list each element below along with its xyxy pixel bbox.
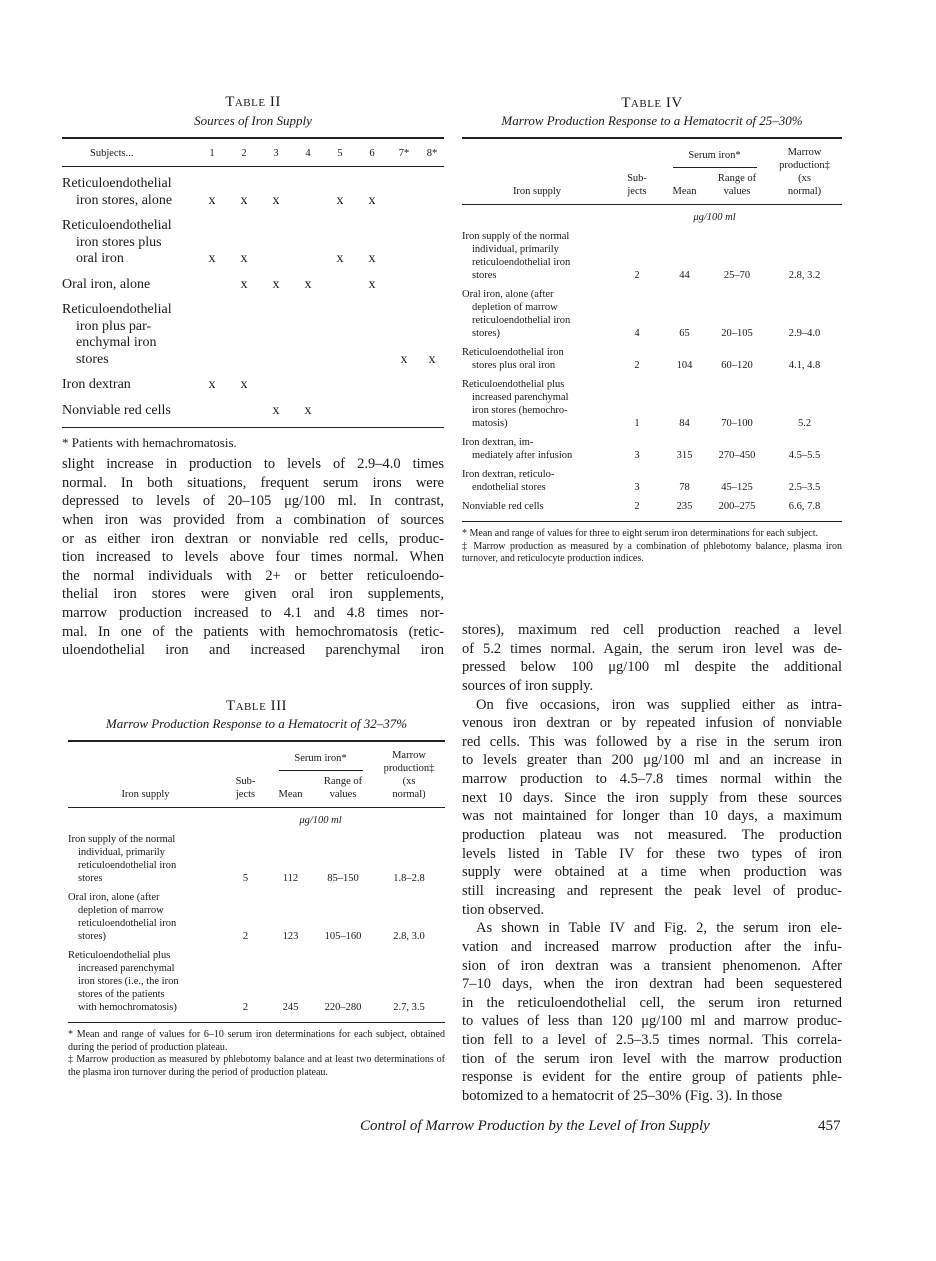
mark-cell xyxy=(388,394,420,428)
label-line: Reticuloendothelial xyxy=(62,218,172,233)
mark-cell xyxy=(292,293,324,368)
table-row xyxy=(462,430,842,462)
header-range xyxy=(313,771,373,808)
row-label xyxy=(462,224,612,282)
header-subjects xyxy=(223,741,268,808)
cell-mean: 78 xyxy=(679,482,690,493)
cell-subjects: 3 xyxy=(634,450,640,461)
cell-mean: 44 xyxy=(679,270,690,281)
row-label xyxy=(462,494,612,522)
header-row xyxy=(462,138,842,168)
header-marrow-line: production‡ xyxy=(383,763,435,774)
units-label: μg/100 ml xyxy=(299,815,342,826)
subject-number: 6 xyxy=(369,148,375,159)
header-marrow-line: normal) xyxy=(787,186,822,197)
text-line: sion of iron dextran was a transient phenomenon. After xyxy=(462,957,842,974)
label-line: Iron supply of the normal xyxy=(462,231,570,242)
footnote: ‡ Marrow production as measured by phlebotomy balance and at least two determinations of the plasma iron turnover during the period of production plateau. xyxy=(68,1054,445,1078)
text-line: production plateau was not measured. The production xyxy=(462,827,842,844)
row-label xyxy=(68,885,223,943)
mark-cell xyxy=(260,209,292,268)
text-line: marrow production to 4.5–7.8 times normal within the xyxy=(462,771,842,788)
text-line: botomized to a hematocrit of 25–30% (Fig. 3). In those xyxy=(462,1088,783,1105)
label-line: endothelial stores xyxy=(472,482,546,493)
label-line: stores xyxy=(78,873,103,884)
label-line: stores) xyxy=(78,931,106,942)
label-line: Nonviable red cells xyxy=(62,402,171,418)
units-row xyxy=(68,808,445,828)
label-line: enchymal iron xyxy=(76,335,157,350)
text-line: slight increase in production to levels of 2.9–4.0 times xyxy=(62,456,444,472)
subject-number: 3 xyxy=(273,148,279,159)
text-line: the normal individuals with 2+ or better reticuloendo- xyxy=(62,567,444,584)
table-subtitle: Sources of Iron Supply xyxy=(194,113,312,128)
mark-cell: x xyxy=(240,276,248,292)
label-line: oral iron xyxy=(76,251,124,266)
header-range-line: values xyxy=(329,789,357,800)
cell-range: 70–100 xyxy=(721,418,753,429)
header-subjects-line: jects xyxy=(235,789,256,800)
left-body-text xyxy=(62,455,444,660)
mark-cell: x xyxy=(240,192,248,208)
table-title: Table III xyxy=(225,698,288,714)
mark-cell: x xyxy=(208,377,216,392)
cell-marrow: 2.8, 3.2 xyxy=(788,270,821,281)
label-line: Reticuloendothelial xyxy=(62,302,172,317)
header-marrow-line: Marrow xyxy=(392,750,426,761)
cell-range: 220–280 xyxy=(324,1002,362,1013)
mark-cell: x xyxy=(240,251,248,266)
mark-cell: x xyxy=(304,402,312,418)
mark-cell xyxy=(324,394,356,428)
header-marrow-line: (xs xyxy=(798,173,811,184)
mark-cell xyxy=(196,268,228,294)
label-line: individual, primarily xyxy=(78,847,165,858)
table-row xyxy=(462,462,842,494)
cell-range: 85–150 xyxy=(327,873,359,884)
table-footnotes xyxy=(462,528,842,566)
text-line: On five occasions, iron was supplied either as intra- xyxy=(476,696,842,713)
mark-cell xyxy=(260,368,292,394)
table-row xyxy=(462,372,842,430)
row-label xyxy=(462,340,612,372)
row-label xyxy=(62,394,196,428)
cell-marrow: 2.8, 3.0 xyxy=(393,931,425,942)
row-label xyxy=(462,462,612,494)
subject-number: 2 xyxy=(241,148,247,159)
text-line: to levels greater than 200 μg/100 ml and an increase in xyxy=(462,752,842,769)
text-line: still increasing and represent the peak level of produc- xyxy=(462,882,842,899)
label-line: Iron dextran xyxy=(62,377,131,392)
text-line: was not maintained for longer than 10 days, a maximum xyxy=(462,808,842,825)
mark-cell: x xyxy=(336,251,344,266)
header-marrow-line: Marrow xyxy=(787,147,822,158)
text-line: red cells. This was followed by a rise in the serum iron xyxy=(462,733,842,750)
text-line: when iron was provided from a combination of sources xyxy=(62,511,444,528)
cell-subjects: 2 xyxy=(634,270,640,281)
label-line: stores xyxy=(76,351,109,367)
label-line: mediately after infusion xyxy=(472,450,573,461)
text-line: supply were obtained at a time when production was xyxy=(462,864,842,881)
label-line: reticuloendothelial iron xyxy=(78,918,177,929)
mark-cell: x xyxy=(208,192,216,208)
label-line: individual, primarily xyxy=(472,244,559,255)
text-line: normal. In both situations, frequent serum irons were xyxy=(62,474,444,491)
header-iron-supply xyxy=(68,741,223,808)
cell-marrow: 5.2 xyxy=(797,418,812,429)
mark-cell xyxy=(420,167,444,210)
header-subjects-line: Sub- xyxy=(627,173,647,184)
table-row xyxy=(462,340,842,372)
mark-cell xyxy=(292,368,324,394)
row-label xyxy=(62,268,196,294)
subject-number: 4 xyxy=(305,148,311,159)
mark-cell xyxy=(420,368,444,394)
table-row xyxy=(462,282,842,340)
text-line: or as either iron dextran or nonviable red cells, produc- xyxy=(62,530,444,547)
table-row xyxy=(62,368,444,394)
label-line: Iron dextran, reticulo- xyxy=(462,469,555,480)
cell-marrow: 4.1, 4.8 xyxy=(788,360,821,371)
text-line: pressed below 100 μg/100 ml despite the additional xyxy=(462,659,842,676)
label-line: iron stores, alone xyxy=(76,192,173,208)
header-range-line: values xyxy=(723,186,751,197)
table-row xyxy=(62,394,444,428)
cell-mean: 245 xyxy=(282,1002,299,1013)
mark-cell xyxy=(292,209,324,268)
cell-marrow: 2.9–4.0 xyxy=(788,328,821,339)
mark-cell xyxy=(388,268,420,294)
page-number: 457 xyxy=(818,1118,841,1134)
mark-cell: x xyxy=(304,276,312,292)
text-line: venous iron dextran or by repeated infusion of nonviable xyxy=(462,715,842,732)
cell-subjects: 2 xyxy=(242,931,249,942)
mark-cell xyxy=(260,293,292,368)
row-label xyxy=(462,372,612,430)
mark-cell: x xyxy=(368,251,376,266)
cell-subjects: 2 xyxy=(634,501,640,512)
spacer xyxy=(462,205,612,225)
sources-table xyxy=(62,137,444,428)
text-line: uloendothelial iron and increased parenchymal iron xyxy=(62,642,444,659)
label-line: stores xyxy=(472,270,497,281)
label-line: Iron supply of the normal xyxy=(68,834,176,845)
row-label xyxy=(62,209,196,268)
cell-marrow: 2.5–3.5 xyxy=(788,482,821,493)
label-line: reticuloendothelial iron xyxy=(78,860,177,871)
text-line: levels listed in Table IV for these two types of iron xyxy=(462,845,842,862)
cell-subjects: 2 xyxy=(634,360,640,371)
text-line: depressed to levels of 20–105 μg/100 ml. In contrast, xyxy=(62,493,444,510)
spacer xyxy=(767,205,842,225)
label-line: depletion of marrow xyxy=(472,302,558,313)
mark-cell xyxy=(420,209,444,268)
cell-range: 270–450 xyxy=(718,450,756,461)
label-line: Oral iron, alone (after xyxy=(462,289,554,300)
row-label xyxy=(462,430,612,462)
mark-cell: x xyxy=(400,351,408,367)
mark-cell: x xyxy=(208,251,216,266)
row-label xyxy=(62,293,196,368)
text-line: 7–10 days, when the iron dextran had been sequestered xyxy=(462,976,842,993)
table-row xyxy=(68,943,445,1023)
mark-cell xyxy=(324,293,356,368)
subject-number: 1 xyxy=(209,148,215,159)
text-line: in the reticuloendothelial cell, the serum iron returned xyxy=(462,994,842,1011)
header-marrow-production xyxy=(767,138,842,205)
header-range-line: Range of xyxy=(717,173,757,184)
running-title: Control of Marrow Production by the Level of Iron Supply xyxy=(360,1118,710,1134)
mark-cell xyxy=(228,394,260,428)
mark-cell xyxy=(292,167,324,210)
cell-marrow: 4.5–5.5 xyxy=(788,450,821,461)
text-line: vation and increased marrow production after the infu- xyxy=(462,938,842,955)
header-marrow-line: (xs xyxy=(402,776,416,787)
mark-cell: x xyxy=(272,192,280,208)
header-serum-iron: Serum iron* xyxy=(268,741,373,771)
cell-marrow: 2.7, 3.5 xyxy=(393,1002,425,1013)
table-row xyxy=(462,494,842,522)
cell-subjects: 5 xyxy=(242,873,249,884)
cell-mean: 104 xyxy=(676,360,693,371)
header-subjects xyxy=(612,138,662,205)
mark-cell: x xyxy=(272,402,280,418)
table-row xyxy=(68,885,445,943)
table-3 xyxy=(68,698,445,1079)
text-line: As shown in Table IV and Fig. 2, the serum iron ele- xyxy=(476,920,842,937)
text-line: sources of iron supply. xyxy=(462,677,594,694)
table-row xyxy=(62,268,444,294)
mark-cell xyxy=(228,293,260,368)
text-line: tion increased to levels above four times normal. When xyxy=(62,549,444,566)
label-line: reticuloendothelial iron xyxy=(472,315,571,326)
row-label xyxy=(62,167,196,210)
table-title: Table IV xyxy=(621,95,683,111)
footnote: * Mean and range of values for three to eight serum iron determinations for each subject. xyxy=(462,528,818,539)
mark-cell: x xyxy=(336,192,344,208)
text-line: response is evident for the entire group of patients phle- xyxy=(462,1069,842,1086)
subject-number: 8* xyxy=(426,148,438,159)
table-row xyxy=(462,224,842,282)
mark-cell xyxy=(324,368,356,394)
table-row xyxy=(62,293,444,368)
cell-range: 200–275 xyxy=(718,501,756,512)
header-subjects-label: Subjects... xyxy=(90,148,134,159)
label-line: increased parenchymal xyxy=(78,963,175,974)
mark-cell: x xyxy=(368,192,376,208)
spacer xyxy=(223,808,268,828)
label-line: Oral iron, alone xyxy=(62,276,151,292)
cell-subjects: 1 xyxy=(634,418,640,429)
table-2 xyxy=(62,94,444,451)
header-mean: Mean xyxy=(672,186,697,197)
cell-mean: 112 xyxy=(282,873,299,884)
table-row xyxy=(62,167,444,210)
cell-mean: 65 xyxy=(679,328,690,339)
mark-cell xyxy=(388,368,420,394)
cell-mean: 123 xyxy=(282,931,299,942)
header-marrow-production xyxy=(373,741,445,808)
label-line: Iron dextran, im- xyxy=(462,437,534,448)
mark-cell: x xyxy=(272,276,280,292)
table-subtitle: Marrow Production Response to a Hematocrit of 25–30% xyxy=(501,113,803,128)
cell-mean: 315 xyxy=(676,450,693,461)
units-row xyxy=(462,205,842,225)
right-body-text xyxy=(462,621,842,1106)
table-4 xyxy=(462,95,842,566)
text-line: tion observed. xyxy=(462,901,545,918)
label-line: iron stores (i.e., the iron xyxy=(78,976,179,987)
header-iron-supply-label: Iron supply xyxy=(121,789,170,800)
mark-cell xyxy=(196,293,228,368)
header-subjects-line: Sub- xyxy=(235,776,256,787)
cell-range: 25–70 xyxy=(723,270,751,281)
text-line: to values of less than 120 μg/100 ml and marrow produc- xyxy=(462,1013,842,1030)
label-line: stores of the patients xyxy=(78,989,165,1000)
spacer xyxy=(373,808,445,828)
label-line: stores) xyxy=(472,328,500,339)
table-footnote: * Patients with hemachromatosis. xyxy=(62,435,237,450)
label-line: stores plus oral iron xyxy=(472,360,556,371)
mark-cell: x xyxy=(428,351,436,367)
cell-range: 20–105 xyxy=(721,328,753,339)
label-line: iron stores plus xyxy=(76,234,162,250)
mark-cell: x xyxy=(368,276,376,292)
paragraph xyxy=(462,696,842,920)
row-label xyxy=(62,368,196,394)
iron-supply-table xyxy=(462,137,842,522)
header-serum-iron: Serum iron* xyxy=(662,138,767,168)
footnote: * Mean and range of values for 6–10 serum iron determinations for each subject, obtained during the period of production plateau. xyxy=(68,1029,445,1053)
header-subjects-line: jects xyxy=(627,186,647,197)
cell-mean: 235 xyxy=(676,501,693,512)
header-mean: Mean xyxy=(278,789,303,800)
table-subtitle: Marrow Production Response to a Hematocrit of 32–37% xyxy=(105,716,408,731)
text-line: marrow production increased to 4.1 and 4.8 times nor- xyxy=(62,605,444,622)
header-iron-supply xyxy=(462,138,612,205)
header-range-line: Range of xyxy=(323,776,363,787)
text-line: tion of the serum iron level with the marrow production xyxy=(462,1050,842,1067)
label-line: depletion of marrow xyxy=(78,905,164,916)
header-row xyxy=(68,741,445,771)
label-line: Nonviable red cells xyxy=(462,501,544,512)
mark-cell xyxy=(356,293,388,368)
cell-marrow: 1.8–2.8 xyxy=(393,873,425,884)
cell-marrow: 6.6, 7.8 xyxy=(788,501,821,512)
label-line: iron stores (hemochro- xyxy=(472,405,568,416)
mark-cell xyxy=(388,167,420,210)
label-line: reticuloendothelial iron xyxy=(472,257,571,268)
cell-mean: 84 xyxy=(679,418,690,429)
row-label xyxy=(462,282,612,340)
units-label: μg/100 ml xyxy=(693,212,736,223)
label-line: Oral iron, alone (after xyxy=(68,892,160,903)
table-title: Table II xyxy=(225,94,281,110)
header-iron-supply-label: Iron supply xyxy=(512,186,562,197)
spacer xyxy=(612,205,662,225)
row-label xyxy=(68,943,223,1023)
label-line: matosis) xyxy=(472,418,508,429)
subject-number: 5 xyxy=(337,148,343,159)
label-line: iron plus par- xyxy=(76,318,152,334)
table-footnotes xyxy=(68,1029,445,1079)
table-row xyxy=(68,827,445,885)
label-line: Reticuloendothelial plus xyxy=(462,379,565,390)
mark-cell xyxy=(420,268,444,294)
label-line: increased parenchymal xyxy=(472,392,569,403)
label-line: Reticuloendothelial plus xyxy=(68,950,171,961)
row-label xyxy=(68,827,223,885)
mark-cell xyxy=(324,268,356,294)
text-line: thelial iron stores were given oral iron supplements, xyxy=(62,586,444,603)
cell-subjects: 2 xyxy=(242,1002,249,1013)
cell-subjects: 4 xyxy=(634,328,640,339)
cell-range: 60–120 xyxy=(721,360,753,371)
iron-supply-table xyxy=(68,740,445,1023)
text-line: of 5.2 times normal. Again, the serum iron level was de- xyxy=(462,640,842,657)
label-line: Reticuloendothelial xyxy=(62,176,172,191)
paragraph xyxy=(462,621,842,696)
cell-subjects: 3 xyxy=(634,482,640,493)
mark-cell: x xyxy=(240,377,248,392)
table-row xyxy=(62,209,444,268)
text-line: tion fell to a level of 2.5–3.5 times normal. This correla- xyxy=(462,1032,842,1049)
spacer xyxy=(68,808,223,828)
mark-cell xyxy=(356,368,388,394)
cell-range: 45–125 xyxy=(721,482,753,493)
text-line: next 10 days. Since the iron supply from these sources xyxy=(462,789,842,806)
header-marrow-line: production‡ xyxy=(779,160,830,171)
mark-cell xyxy=(420,394,444,428)
mark-cell xyxy=(356,394,388,428)
header-range xyxy=(707,168,767,205)
text-line: mal. In one of the patients with hemochromatosis (retic- xyxy=(62,623,444,640)
subject-number: 7* xyxy=(398,148,410,159)
mark-cell xyxy=(388,209,420,268)
footnote: ‡ Marrow production as measured by a combination of phlebotomy balance, plasma iron turnover, and reticulocyte production indices. xyxy=(462,540,842,564)
header-marrow-line: normal) xyxy=(392,789,426,800)
paragraph xyxy=(462,919,842,1105)
mark-cell xyxy=(196,394,228,428)
cell-range: 105–160 xyxy=(324,931,362,942)
label-line: with hemochromatosis) xyxy=(78,1002,177,1013)
text-line: stores), maximum red cell production reached a level xyxy=(462,622,842,638)
label-line: Reticuloendothelial iron xyxy=(462,347,564,358)
